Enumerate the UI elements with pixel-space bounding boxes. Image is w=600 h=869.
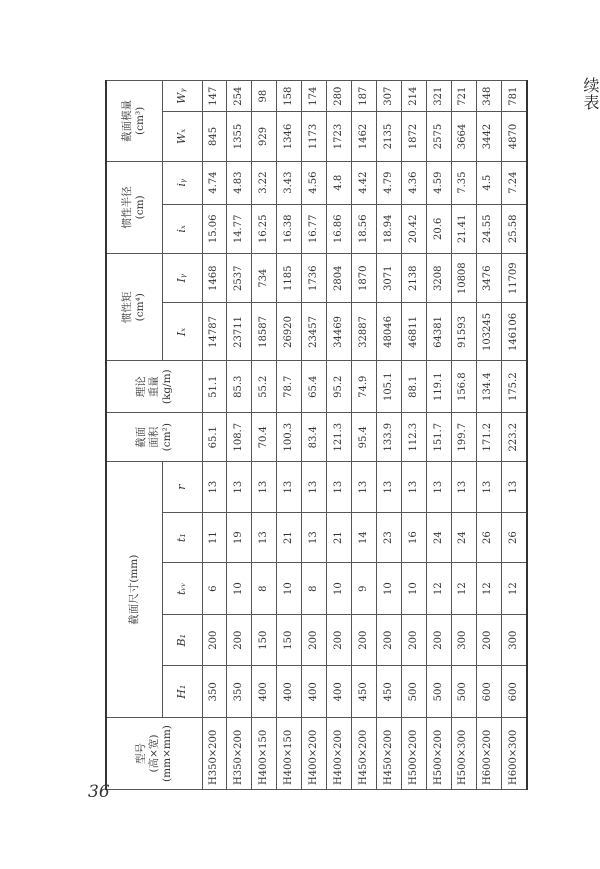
- header-area-unit: (cm²): [160, 423, 173, 452]
- cell-area: 171.2: [476, 413, 501, 462]
- cell-model: H500×200: [426, 718, 451, 790]
- cell-weight: 134.4: [476, 361, 501, 413]
- cell-model: H500×200: [401, 718, 426, 790]
- cell-iy-inertia: 734: [252, 254, 277, 303]
- table-row: [302, 81, 327, 790]
- cell-r: 13: [451, 462, 476, 513]
- continued-label: 续表: [581, 77, 600, 111]
- cell-iy-radius: 4.79: [376, 161, 401, 204]
- cell-weight: 156.8: [451, 361, 476, 413]
- cell-ix-radius: 16.25: [252, 204, 277, 253]
- cell-tw: 9: [352, 563, 377, 615]
- cell-tw: 10: [401, 563, 426, 615]
- cell-tw: 12: [501, 563, 527, 615]
- cell-ix-inertia: 23457: [302, 303, 327, 361]
- cell-h1: 400: [327, 666, 352, 718]
- cell-ix-inertia: 103245: [476, 303, 501, 361]
- cell-wy: 214: [401, 81, 426, 112]
- cell-ix-inertia: 18587: [252, 303, 277, 361]
- rotated-table-area: [105, 80, 528, 790]
- subheader-h1: H₁: [162, 666, 202, 718]
- cell-wx: 1462: [352, 112, 377, 161]
- cell-ix-radius: 16.86: [327, 204, 352, 253]
- table-row: [451, 81, 476, 790]
- cell-model: H400×150: [277, 718, 302, 790]
- cell-tw: 12: [451, 563, 476, 615]
- cell-ix-inertia: 91593: [451, 303, 476, 361]
- cell-ix-inertia: 26920: [277, 303, 302, 361]
- cell-wy: 98: [252, 81, 277, 112]
- cell-iy-inertia: 3208: [426, 254, 451, 303]
- cell-wy: 721: [451, 81, 476, 112]
- cell-t1: 21: [327, 512, 352, 562]
- cell-weight: 74.9: [352, 361, 377, 413]
- subheader-iy-radius: iᵧ: [162, 161, 202, 204]
- cell-ix-radius: 14.77: [227, 204, 252, 253]
- cell-tw: 10: [227, 563, 252, 615]
- cell-model: H500×300: [451, 718, 476, 790]
- cell-t1: 24: [451, 512, 476, 562]
- subheader-r: r: [162, 462, 202, 513]
- header-radius: [106, 161, 162, 253]
- cell-wx: 3442: [476, 112, 501, 161]
- header-weight-line2: 重量: [147, 376, 160, 398]
- cell-b1: 150: [252, 614, 277, 666]
- cell-ix-radius: 20.6: [426, 204, 451, 253]
- cell-wy: 187: [352, 81, 377, 112]
- cell-b1: 200: [352, 614, 377, 666]
- header-area: [106, 413, 202, 462]
- cell-iy-radius: 4.83: [227, 161, 252, 204]
- cell-model: H600×300: [501, 718, 527, 790]
- cell-r: 13: [227, 462, 252, 513]
- cell-iy-inertia: 11709: [501, 254, 527, 303]
- cell-ix-radius: 24.55: [476, 204, 501, 253]
- cell-ix-radius: 15.06: [202, 204, 227, 253]
- cell-h1: 500: [401, 666, 426, 718]
- cell-h1: 400: [252, 666, 277, 718]
- header-model-line1: 型号: [134, 743, 147, 765]
- cell-area: 95.4: [352, 413, 377, 462]
- cell-ix-radius: 25.58: [501, 204, 527, 253]
- header-modulus-line1: 截面模量: [121, 99, 134, 142]
- cell-wx: 2575: [426, 112, 451, 161]
- cell-model: H400×200: [327, 718, 352, 790]
- cell-area: 83.4: [302, 413, 327, 462]
- cell-weight: 65.4: [302, 361, 327, 413]
- cell-h1: 500: [426, 666, 451, 718]
- header-weight-line1: 理论: [134, 376, 147, 398]
- cell-area: 133.9: [376, 413, 401, 462]
- cell-wy: 147: [202, 81, 227, 112]
- cell-model: H600×200: [476, 718, 501, 790]
- cell-area: 121.3: [327, 413, 352, 462]
- cell-model: H450×200: [352, 718, 377, 790]
- cell-b1: 200: [302, 614, 327, 666]
- cell-h1: 400: [277, 666, 302, 718]
- cell-ix-radius: 21.41: [451, 204, 476, 253]
- cell-model: H350×200: [202, 718, 227, 790]
- cell-tw: 12: [426, 563, 451, 615]
- cell-t1: 11: [202, 512, 227, 562]
- cell-h1: 450: [352, 666, 377, 718]
- cell-h1: 350: [202, 666, 227, 718]
- cell-r: 13: [476, 462, 501, 513]
- cell-wy: 321: [426, 81, 451, 112]
- cell-t1: 23: [376, 512, 401, 562]
- subheader-iy-inertia: Iᵧ: [162, 254, 202, 303]
- cell-wx: 1355: [227, 112, 252, 161]
- cell-weight: 95.2: [327, 361, 352, 413]
- cell-tw: 10: [327, 563, 352, 615]
- cell-b1: 200: [202, 614, 227, 666]
- cell-tw: 8: [252, 563, 277, 615]
- table-row: [227, 81, 252, 790]
- cell-ix-inertia: 48046: [376, 303, 401, 361]
- h-beam-section-table: [105, 80, 528, 790]
- cell-wx: 1723: [327, 112, 352, 161]
- header-inertia: [106, 254, 162, 361]
- cell-weight: 175.2: [501, 361, 527, 413]
- cell-h1: 600: [476, 666, 501, 718]
- table-row: [401, 81, 426, 790]
- header-modulus-unit: (cm³): [134, 106, 147, 135]
- cell-t1: 13: [302, 512, 327, 562]
- subheader-ix-radius: iₓ: [162, 204, 202, 253]
- cell-iy-radius: 4.5: [476, 161, 501, 204]
- cell-iy-radius: 4.8: [327, 161, 352, 204]
- cell-weight: 55.2: [252, 361, 277, 413]
- cell-area: 65.1: [202, 413, 227, 462]
- header-area-line2: 面积: [147, 426, 160, 448]
- header-area-line1: 截面: [134, 426, 147, 448]
- cell-t1: 26: [476, 512, 501, 562]
- cell-wx: 1346: [277, 112, 302, 161]
- cell-iy-inertia: 10808: [451, 254, 476, 303]
- table-row: [376, 81, 401, 790]
- cell-wy: 254: [227, 81, 252, 112]
- header-model-unit: (mm×mm): [160, 725, 173, 782]
- cell-b1: 200: [327, 614, 352, 666]
- cell-b1: 200: [227, 614, 252, 666]
- cell-ix-inertia: 23711: [227, 303, 252, 361]
- cell-r: 13: [327, 462, 352, 513]
- cell-t1: 13: [252, 512, 277, 562]
- cell-ix-radius: 18.94: [376, 204, 401, 253]
- header-radius-line1: 惯性半径: [121, 186, 134, 229]
- subheader-tw: tᵥᵥ: [162, 563, 202, 615]
- cell-r: 13: [252, 462, 277, 513]
- cell-iy-inertia: 1185: [277, 254, 302, 303]
- cell-tw: 12: [476, 563, 501, 615]
- cell-ix-inertia: 64381: [426, 303, 451, 361]
- cell-h1: 350: [227, 666, 252, 718]
- cell-b1: 150: [277, 614, 302, 666]
- cell-ix-inertia: 34469: [327, 303, 352, 361]
- cell-iy-radius: 4.74: [202, 161, 227, 204]
- cell-area: 223.2: [501, 413, 527, 462]
- cell-t1: 16: [401, 512, 426, 562]
- cell-area: 100.3: [277, 413, 302, 462]
- cell-area: 199.7: [451, 413, 476, 462]
- cell-wy: 174: [302, 81, 327, 112]
- cell-t1: 14: [352, 512, 377, 562]
- cell-wy: 781: [501, 81, 527, 112]
- cell-model: H450×200: [376, 718, 401, 790]
- cell-h1: 400: [302, 666, 327, 718]
- cell-model: H350×200: [227, 718, 252, 790]
- cell-wy: 348: [476, 81, 501, 112]
- table-row: [476, 81, 501, 790]
- cell-weight: 51.1: [202, 361, 227, 413]
- cell-iy-radius: 4.59: [426, 161, 451, 204]
- table-row: [501, 81, 527, 790]
- cell-tw: 6: [202, 563, 227, 615]
- page-number: 36: [88, 782, 110, 802]
- cell-tw: 8: [302, 563, 327, 615]
- cell-t1: 26: [501, 512, 527, 562]
- cell-area: 112.3: [401, 413, 426, 462]
- cell-iy-inertia: 2804: [327, 254, 352, 303]
- cell-area: 70.4: [252, 413, 277, 462]
- cell-ix-inertia: 46811: [401, 303, 426, 361]
- cell-ix-radius: 16.77: [302, 204, 327, 253]
- header-inertia-unit: (cm⁴): [134, 293, 147, 322]
- cell-ix-radius: 20.42: [401, 204, 426, 253]
- cell-iy-inertia: 2138: [401, 254, 426, 303]
- cell-iy-radius: 4.56: [302, 161, 327, 204]
- cell-wx: 1173: [302, 112, 327, 161]
- cell-t1: 21: [277, 512, 302, 562]
- cell-area: 151.7: [426, 413, 451, 462]
- cell-tw: 10: [376, 563, 401, 615]
- cell-iy-radius: 7.35: [451, 161, 476, 204]
- cell-ix-radius: 18.56: [352, 204, 377, 253]
- cell-b1: 200: [376, 614, 401, 666]
- cell-tw: 10: [277, 563, 302, 615]
- subheader-t1: t₁: [162, 512, 202, 562]
- cell-model: H400×200: [302, 718, 327, 790]
- cell-iy-radius: 4.36: [401, 161, 426, 204]
- cell-area: 108.7: [227, 413, 252, 462]
- cell-weight: 88.1: [401, 361, 426, 413]
- header-weight-unit: (kg/m): [160, 369, 173, 405]
- header-section-dims: 截面尺寸(mm): [106, 462, 162, 718]
- cell-r: 13: [302, 462, 327, 513]
- cell-t1: 24: [426, 512, 451, 562]
- cell-iy-radius: 7.24: [501, 161, 527, 204]
- subheader-wy: Wᵧ: [162, 81, 202, 112]
- cell-iy-inertia: 3071: [376, 254, 401, 303]
- cell-wy: 307: [376, 81, 401, 112]
- cell-b1: 300: [501, 614, 527, 666]
- cell-iy-inertia: 1736: [302, 254, 327, 303]
- cell-ix-inertia: 32887: [352, 303, 377, 361]
- table-row: [277, 81, 302, 790]
- subheader-wx: Wₓ: [162, 112, 202, 161]
- cell-wx: 3664: [451, 112, 476, 161]
- header-model-line2: (高×宽): [147, 734, 160, 773]
- cell-r: 13: [501, 462, 527, 513]
- cell-b1: 200: [426, 614, 451, 666]
- cell-ix-inertia: 146106: [501, 303, 527, 361]
- cell-ix-radius: 16.38: [277, 204, 302, 253]
- cell-b1: 200: [476, 614, 501, 666]
- cell-h1: 600: [501, 666, 527, 718]
- header-modulus: [106, 81, 162, 162]
- table-row: [352, 81, 377, 790]
- cell-r: 13: [376, 462, 401, 513]
- cell-r: 13: [426, 462, 451, 513]
- cell-b1: 300: [451, 614, 476, 666]
- cell-iy-radius: 3.43: [277, 161, 302, 204]
- cell-t1: 19: [227, 512, 252, 562]
- table-rotor: [105, 80, 528, 790]
- cell-weight: 105.1: [376, 361, 401, 413]
- table-row: [202, 81, 227, 790]
- cell-iy-inertia: 1468: [202, 254, 227, 303]
- cell-iy-inertia: 2537: [227, 254, 252, 303]
- cell-wx: 1872: [401, 112, 426, 161]
- cell-iy-inertia: 1870: [352, 254, 377, 303]
- cell-iy-radius: 3.22: [252, 161, 277, 204]
- cell-weight: 119.1: [426, 361, 451, 413]
- cell-wx: 929: [252, 112, 277, 161]
- header-radius-unit: (cm): [134, 195, 147, 220]
- header-weight: [106, 361, 202, 413]
- cell-b1: 200: [401, 614, 426, 666]
- header-inertia-line1: 惯性矩: [121, 291, 134, 323]
- header-model: [106, 718, 202, 790]
- cell-iy-radius: 4.42: [352, 161, 377, 204]
- table-row: [252, 81, 277, 790]
- subheader-b1: B₁: [162, 614, 202, 666]
- cell-wx: 2135: [376, 112, 401, 161]
- cell-wx: 845: [202, 112, 227, 161]
- table-row: [426, 81, 451, 790]
- cell-r: 13: [277, 462, 302, 513]
- table-row: [327, 81, 352, 790]
- cell-wy: 158: [277, 81, 302, 112]
- cell-h1: 450: [376, 666, 401, 718]
- cell-wy: 280: [327, 81, 352, 112]
- cell-model: H400×150: [252, 718, 277, 790]
- cell-r: 13: [401, 462, 426, 513]
- table-body: [202, 81, 527, 790]
- cell-h1: 500: [451, 666, 476, 718]
- cell-weight: 85.3: [227, 361, 252, 413]
- cell-wx: 4870: [501, 112, 527, 161]
- cell-weight: 78.7: [277, 361, 302, 413]
- subheader-ix-inertia: Iₓ: [162, 303, 202, 361]
- cell-ix-inertia: 14787: [202, 303, 227, 361]
- cell-r: 13: [352, 462, 377, 513]
- cell-iy-inertia: 3476: [476, 254, 501, 303]
- cell-r: 13: [202, 462, 227, 513]
